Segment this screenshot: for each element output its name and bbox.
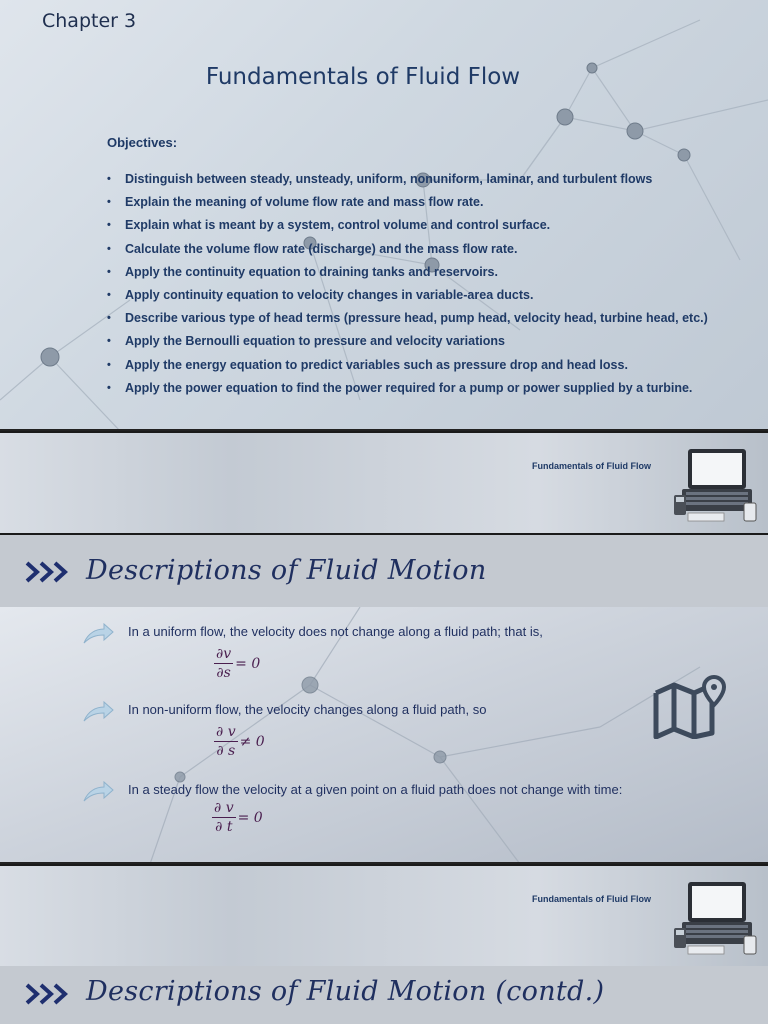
objective-item: • Explain what is meant by a system, control volume and control surface.: [107, 218, 551, 233]
map-pin-icon: [652, 673, 738, 739]
objective-item: • Apply the power equation to find the power required for a pump or power supplied by a turbine.: [107, 380, 693, 395]
slide-title-bar: [0, 535, 768, 607]
laptop-icon: [672, 880, 768, 956]
objectives-list: [107, 171, 708, 403]
objective-item: • Apply continuity equation to velocity changes in variable-area ducts.: [107, 287, 534, 302]
header-caption: Fundamentals of Fluid Flow: [532, 461, 651, 471]
slide-header-strip: [0, 433, 768, 533]
flow-description-item: In non-uniform flow, the velocity changes along a fluid path, so: [128, 702, 487, 717]
laptop-icon: [672, 447, 768, 523]
objective-item: • Explain the meaning of volume flow rate and mass flow rate.: [107, 195, 484, 210]
flow-description-item: In a uniform flow, the velocity does not change along a fluid path; that is,: [128, 624, 543, 639]
slide-header-strip: [0, 866, 768, 966]
equation-uniform-flow: $\frac{\partial v}{\partial s}$ = 0: [216, 646, 261, 681]
objective-item: • Describe various type of head terms (pressure head, pump head, velocity head, turbine head, etc.): [107, 311, 708, 326]
objective-item: • Distinguish between steady, unsteady, uniform, nonuniform, laminar, and turbulent flows: [107, 172, 653, 186]
equation-nonuniform-flow: $\frac{\partial v}{\partial s}$ ≠ 0: [216, 724, 265, 759]
objectives-heading: Objectives:: [107, 135, 178, 150]
triple-chevron-icon: [25, 561, 75, 583]
chapter-label: Chapter 3: [42, 10, 137, 32]
header-caption: Fundamentals of Fluid Flow: [532, 894, 651, 904]
triple-chevron-icon: [25, 983, 75, 1005]
slide-content: [0, 607, 768, 864]
curved-arrow-icon: [82, 623, 114, 645]
equation-steady-flow: $\frac{\partial v}{\partial t}$ = 0: [214, 800, 263, 835]
curved-arrow-icon: [82, 701, 114, 723]
objective-item: • Calculate the volume flow rate (discharge) and the mass flow rate.: [107, 241, 518, 256]
flow-description-item: In a steady flow the velocity at a given point on a fluid path does not change with time:: [128, 782, 623, 797]
objective-item: • Apply the continuity equation to draining tanks and reservoirs.: [107, 264, 498, 279]
slide-title-bar: [0, 966, 768, 1024]
curved-arrow-icon: [82, 781, 114, 803]
slide-title: Descriptions of Fluid Motion (contd.): [86, 976, 605, 1007]
slide-title: Fundamentals of Fluid Flow: [205, 64, 521, 90]
slide-title: Descriptions of Fluid Motion: [86, 555, 487, 586]
objective-item: • Apply the energy equation to predict variables such as pressure drop and head loss.: [107, 357, 628, 372]
slide-objectives: [0, 0, 768, 431]
objective-item: • Apply the Bernoulli equation to pressure and velocity variations: [107, 334, 505, 349]
